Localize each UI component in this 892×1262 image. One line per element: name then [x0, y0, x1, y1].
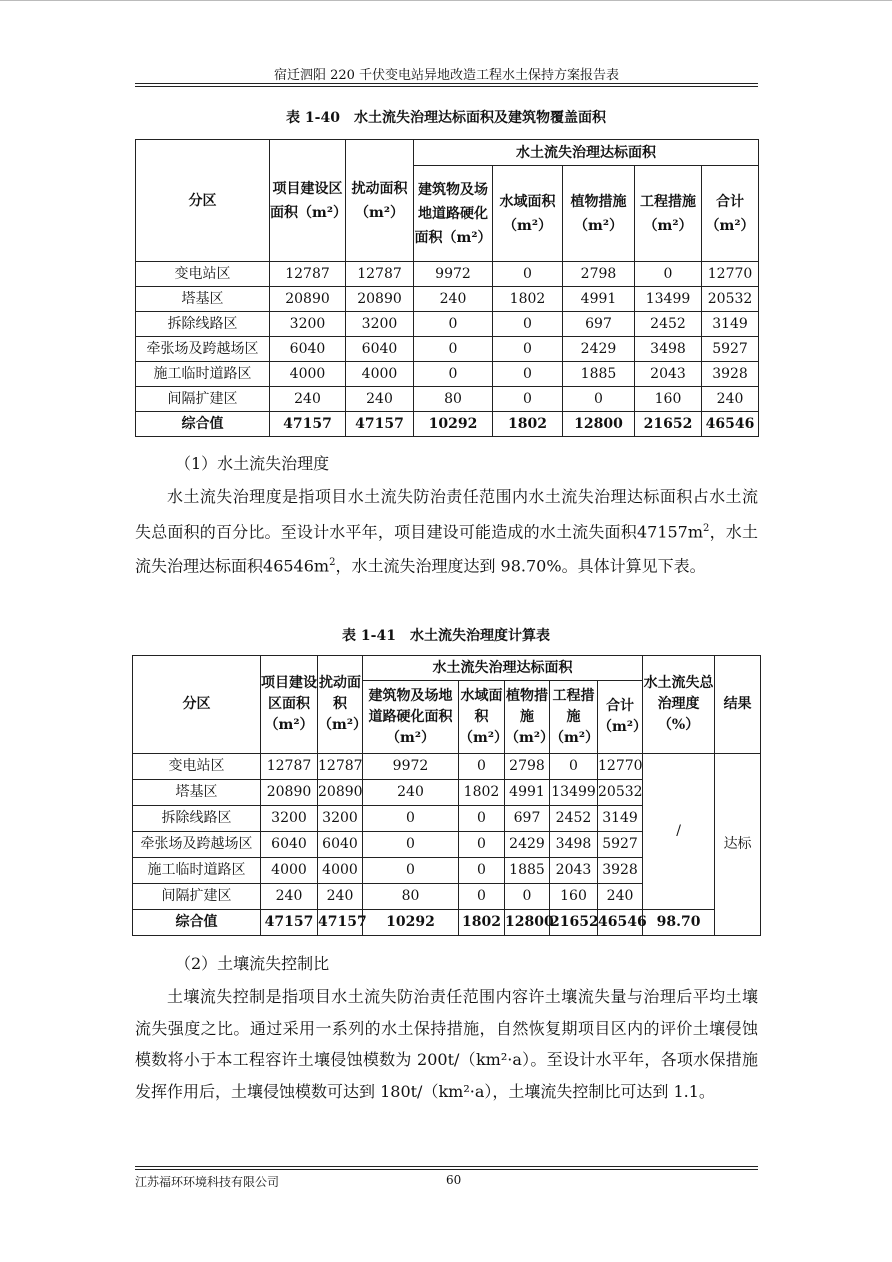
cell-zone: 牵张场及跨越场区 [136, 337, 270, 362]
cell: 2452 [635, 312, 702, 337]
cell: 20890 [261, 780, 318, 806]
cell: 3498 [550, 832, 598, 858]
cell-zone: 变电站区 [133, 754, 261, 780]
cell: 0 [363, 858, 459, 884]
cell: 21652 [635, 412, 702, 437]
cell: 697 [505, 806, 550, 832]
cell: 3200 [261, 806, 318, 832]
header-struct-area: 建筑物及场地道路硬化面积（m²） [414, 166, 493, 262]
cell-merged-result: 达标 [715, 754, 761, 936]
section-1-paragraph: 水土流失治理度是指项目水土流失防治责任范围内水土流失治理达标面积占水土流失总面积的百分比。至设计水平年，项目建设可能造成的水土流失面积$47157m^2$，水土流失治理达标面积$46546m^2$，水土流失治理度达到 98.70%。具体计算见下表。 [135, 487, 758, 576]
cell: 1802 [493, 412, 563, 437]
cell: 12787 [346, 262, 414, 287]
table-row [136, 287, 759, 312]
cell: 47157 [346, 412, 414, 437]
cell: 0 [635, 262, 702, 287]
cell: 0 [459, 884, 505, 910]
cell: 20890 [318, 780, 363, 806]
table-1-40 [135, 139, 759, 437]
cell: 0 [493, 337, 563, 362]
cell: 12770 [598, 754, 643, 780]
cell: 0 [493, 387, 563, 412]
cell: 3200 [318, 806, 363, 832]
cell: 4000 [270, 362, 346, 387]
header-governed-group: 水土流失治理达标面积 [363, 656, 643, 681]
cell: 20890 [270, 287, 346, 312]
cell: 12800 [563, 412, 635, 437]
cell: 4991 [563, 287, 635, 312]
cell-zone: 拆除线路区 [136, 312, 270, 337]
cell: 12787 [261, 754, 318, 780]
cell-sum-label: 综合值 [133, 910, 261, 936]
cell: 240 [270, 387, 346, 412]
cell-zone: 塔基区 [133, 780, 261, 806]
cell-zone: 拆除线路区 [133, 806, 261, 832]
table-1-41 [132, 655, 761, 936]
table-row [133, 754, 761, 780]
cell-zone: 塔基区 [136, 287, 270, 312]
table-row [136, 337, 759, 362]
header-eng-measures: 工程措施（m²） [635, 166, 702, 262]
cell: 240 [346, 387, 414, 412]
header-disturb-area: 扰动面积（m²） [318, 656, 363, 754]
cell: 0 [363, 806, 459, 832]
header-build-area: 项目建设区面积（m²） [261, 656, 318, 754]
cell: 4991 [505, 780, 550, 806]
cell: 5927 [598, 832, 643, 858]
cell: 3928 [702, 362, 759, 387]
cell: 2043 [635, 362, 702, 387]
running-header: 宿迁泗阳 220 千伏变电站异地改造工程水土保持方案报告表 [273, 68, 620, 83]
cell: 47157 [318, 910, 363, 936]
table-row [136, 387, 759, 412]
cell: 80 [414, 387, 493, 412]
header-water-area: 水域面积（m²） [459, 681, 505, 754]
header-zone: 分区 [136, 140, 270, 262]
cell: 3200 [346, 312, 414, 337]
cell: 0 [563, 387, 635, 412]
cell: 4000 [318, 858, 363, 884]
cell: 1885 [563, 362, 635, 387]
section-2-paragraph: 土壤流失控制是指项目水土流失防治责任范围内容许土壤流失量与治理后平均土壤流失强度之比。通过采用一系列的水土保持措施，自然恢复期项目区内的评价土壤侵蚀模数将小于本工程容许土壤侵蚀模数为 200t/（km²·a）。至设计水平年，各项水保措施发挥作用后，土壤侵蚀模数可达到 180t/（km²·a），土壤流失控制比可达到 1.1。 [135, 987, 758, 1101]
cell: 0 [459, 806, 505, 832]
header-total-degree: 水土流失总治理度（%） [643, 656, 715, 754]
footer-rule [135, 1169, 758, 1170]
cell: 0 [414, 312, 493, 337]
cell: 0 [363, 832, 459, 858]
header-result: 结果 [715, 656, 761, 754]
cell-merged-degree: / [643, 754, 715, 910]
cell: 12787 [270, 262, 346, 287]
cell: 46546 [598, 910, 643, 936]
cell: 10292 [414, 412, 493, 437]
cell: 240 [261, 884, 318, 910]
cell: 13499 [635, 287, 702, 312]
cell: 0 [459, 858, 505, 884]
header-build-area: 项目建设区面积（m²） [270, 140, 346, 262]
header-water-area: 水域面积（m²） [493, 166, 563, 262]
cell: 240 [414, 287, 493, 312]
header-disturb-area: 扰动面积（m²） [346, 140, 414, 262]
table-1-40-caption: 表 1-40 水土流失治理达标面积及建筑物覆盖面积 [286, 110, 606, 126]
header-veg-measures: 植物措施（m²） [563, 166, 635, 262]
section-2-heading: （2）土壤流失控制比 [175, 954, 330, 973]
cell-zone: 施工临时道路区 [136, 362, 270, 387]
header-eng-measures: 工程措施（m²） [550, 681, 598, 754]
cell: 1802 [459, 910, 505, 936]
cell: 9972 [414, 262, 493, 287]
cell: 47157 [270, 412, 346, 437]
cell-zone: 施工临时道路区 [133, 858, 261, 884]
cell: 0 [459, 832, 505, 858]
cell: 0 [550, 754, 598, 780]
cell-sum-label: 综合值 [136, 412, 270, 437]
cell: 0 [414, 362, 493, 387]
page-top-edge [0, 0, 892, 1]
cell: 3200 [270, 312, 346, 337]
cell: 46546 [702, 412, 759, 437]
cell: 20532 [702, 287, 759, 312]
header-total: 合计（m²） [702, 166, 759, 262]
cell: 6040 [270, 337, 346, 362]
cell: 0 [493, 312, 563, 337]
cell: 4000 [261, 858, 318, 884]
cell: 3149 [598, 806, 643, 832]
cell: 47157 [261, 910, 318, 936]
cell: 240 [363, 780, 459, 806]
cell: 3498 [635, 337, 702, 362]
header-governed-group: 水土流失治理达标面积 [414, 140, 759, 166]
cell: 1802 [459, 780, 505, 806]
cell: 240 [702, 387, 759, 412]
cell: 20890 [346, 287, 414, 312]
cell: 3149 [702, 312, 759, 337]
cell: 12770 [702, 262, 759, 287]
footer-company: 江苏福环环境科技有限公司 [135, 1175, 280, 1189]
header-zone: 分区 [133, 656, 261, 754]
cell: 160 [635, 387, 702, 412]
section-1-heading: （1）水土流失治理度 [175, 454, 330, 473]
cell: 10292 [363, 910, 459, 936]
cell-zone: 变电站区 [136, 262, 270, 287]
cell: 0 [414, 337, 493, 362]
cell: 5927 [702, 337, 759, 362]
cell: 6040 [318, 832, 363, 858]
header-veg-measures: 植物措施（m²） [505, 681, 550, 754]
table-row [136, 362, 759, 387]
cell: 3928 [598, 858, 643, 884]
cell: 12787 [318, 754, 363, 780]
cell: 12800 [505, 910, 550, 936]
cell-zone: 间隔扩建区 [133, 884, 261, 910]
header-rule-thin [135, 86, 758, 87]
cell-sum-degree: 98.70 [643, 910, 715, 936]
cell: 160 [550, 884, 598, 910]
cell: 240 [598, 884, 643, 910]
cell: 697 [563, 312, 635, 337]
header-total: 合计（m²） [598, 681, 643, 754]
cell: 1885 [505, 858, 550, 884]
cell: 2429 [563, 337, 635, 362]
table-sum-row [133, 910, 761, 936]
cell: 0 [459, 754, 505, 780]
cell: 0 [493, 362, 563, 387]
cell: 4000 [346, 362, 414, 387]
table-1-41-caption: 表 1-41 水土流失治理度计算表 [342, 628, 550, 644]
cell: 0 [505, 884, 550, 910]
cell-zone: 牵张场及跨越场区 [133, 832, 261, 858]
cell: 80 [363, 884, 459, 910]
header-rule [135, 83, 758, 84]
footer-rule-thin [135, 1166, 758, 1167]
cell: 13499 [550, 780, 598, 806]
page-number: 60 [446, 1173, 462, 1187]
table-row [136, 312, 759, 337]
cell: 2043 [550, 858, 598, 884]
cell: 240 [318, 884, 363, 910]
cell: 20532 [598, 780, 643, 806]
cell: 6040 [261, 832, 318, 858]
cell: 9972 [363, 754, 459, 780]
cell: 21652 [550, 910, 598, 936]
cell: 6040 [346, 337, 414, 362]
table-row [136, 262, 759, 287]
cell: 2798 [563, 262, 635, 287]
table-sum-row [136, 412, 759, 437]
cell: 2798 [505, 754, 550, 780]
cell: 2429 [505, 832, 550, 858]
cell: 2452 [550, 806, 598, 832]
cell-zone: 间隔扩建区 [136, 387, 270, 412]
cell: 1802 [493, 287, 563, 312]
header-struct-area: 建筑物及场地道路硬化面积（m²） [363, 681, 459, 754]
cell: 0 [493, 262, 563, 287]
